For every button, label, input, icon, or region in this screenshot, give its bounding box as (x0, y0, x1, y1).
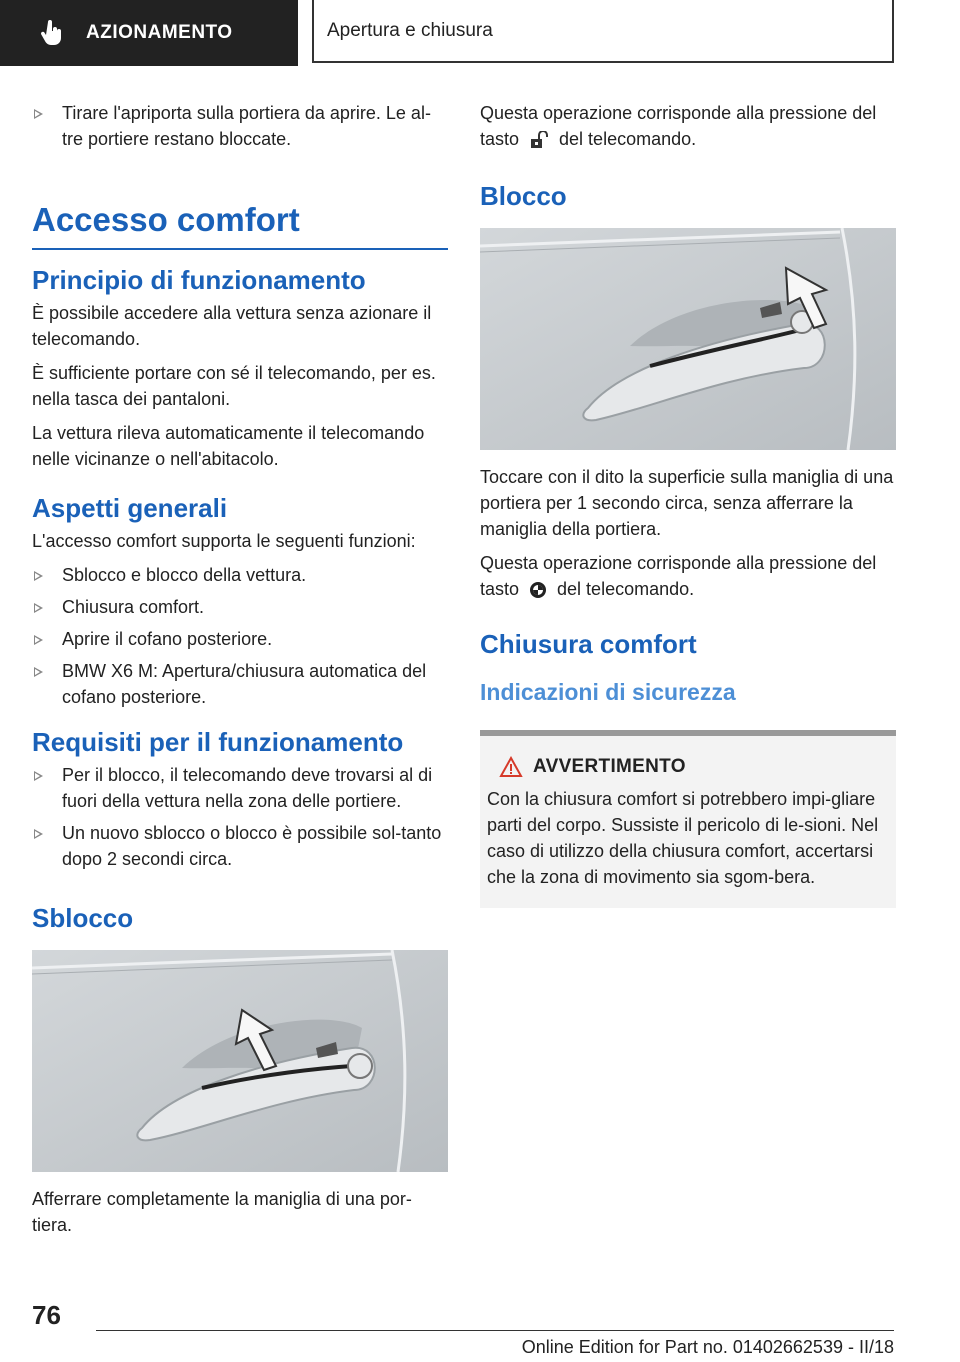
heading-sblocco: Sblocco (32, 903, 134, 933)
paragraph: L'accesso comfort supporta le seguenti funzioni: (32, 531, 416, 551)
bullet-triangle-icon (34, 109, 43, 119)
hand-pointer-icon (40, 20, 64, 46)
bullet-triangle-icon (34, 667, 43, 677)
chapter-header (312, 0, 894, 63)
unlock-key-icon (529, 131, 549, 149)
warning-triangle-icon (499, 756, 523, 778)
right-column (480, 100, 896, 908)
heading-rule (32, 248, 448, 250)
heading-blocco: Blocco (480, 181, 567, 211)
bullet-triangle-icon (34, 635, 43, 645)
left-column (32, 100, 448, 1246)
footer-rule (96, 1330, 894, 1331)
section-label: AZIONAMENTO (86, 22, 233, 43)
warning-title: AVVERTIMENTO (533, 756, 686, 777)
bullet-triangle-icon (34, 603, 43, 613)
list-item: Per il blocco, il telecomando deve trovarsi al di fuori della vettura nella zona delle portiere. (32, 762, 448, 814)
bullet-triangle-icon (34, 571, 43, 581)
paragraph: È possibile accedere alla vettura senza azionare il telecomando. (32, 303, 432, 349)
bullet-triangle-icon (34, 829, 43, 839)
list-item: Tirare l'apriporta sulla portiera da aprire. Le al-tre portiere restano bloccate. (32, 100, 448, 152)
list-item: BMW X6 M: Apertura/chiusura automatica del cofano posteriore. (32, 658, 448, 710)
caption: Toccare con il dito la superficie sulla maniglia di una portiera per 1 secondo circa, senza afferrare la maniglia della portiera. (480, 467, 894, 539)
section-tab (0, 0, 298, 66)
page-number: 76 (32, 1300, 61, 1330)
paragraph: Questa operazione corrisponde alla pressione del tasto del telecomando. (480, 553, 877, 599)
caption: Afferrare completamente la maniglia di una por-tiera. (32, 1189, 412, 1235)
door-handle-grab-illustration (32, 950, 448, 1172)
heading-aspetti: Aspetti generali (32, 493, 228, 523)
paragraph: La vettura rileva automaticamente il telecomando nelle vicinanze o nell'abitacolo. (32, 423, 425, 469)
heading-principio: Principio di funzionamento (32, 265, 366, 295)
warning-header (487, 756, 888, 778)
paragraph: Questa operazione corrisponde alla pressione del tasto del telecomando. (480, 103, 877, 149)
warning-text: Con la chiusura comfort si potrebbero impi-gliare parti del corpo. Sussiste il pericolo di le-sioni. Nel caso di utilizzo della chiusura comfort, accertarsi che la zona di movimento sia sgom-bera. (487, 789, 879, 887)
heading-accesso-comfort: Accesso comfort (32, 201, 300, 238)
list-item: Chiusura comfort. (32, 594, 448, 620)
warning-box (480, 730, 896, 908)
heading-chiusura: Chiusura comfort (480, 629, 697, 659)
footer-edition: Online Edition for Part no. 01402662539 - II/18 (521, 1337, 894, 1357)
heading-requisiti: Requisiti per il funzionamento (32, 727, 404, 757)
chapter-label: Apertura e chiusura (327, 19, 493, 41)
list-item: Sblocco e blocco della vettura. (32, 562, 448, 588)
paragraph: È sufficiente portare con sé il telecomando, per es. nella tasca dei pantaloni. (32, 363, 436, 409)
list-item: Aprire il cofano posteriore. (32, 626, 448, 652)
door-handle-touch-illustration (480, 228, 896, 450)
list-item: Un nuovo sblocco o blocco è possibile sol-tanto dopo 2 secondi circa. (32, 820, 448, 872)
bmw-logo-key-icon (529, 581, 547, 599)
heading-sicurezza: Indicazioni di sicurezza (480, 679, 736, 705)
bullet-triangle-icon (34, 771, 43, 781)
